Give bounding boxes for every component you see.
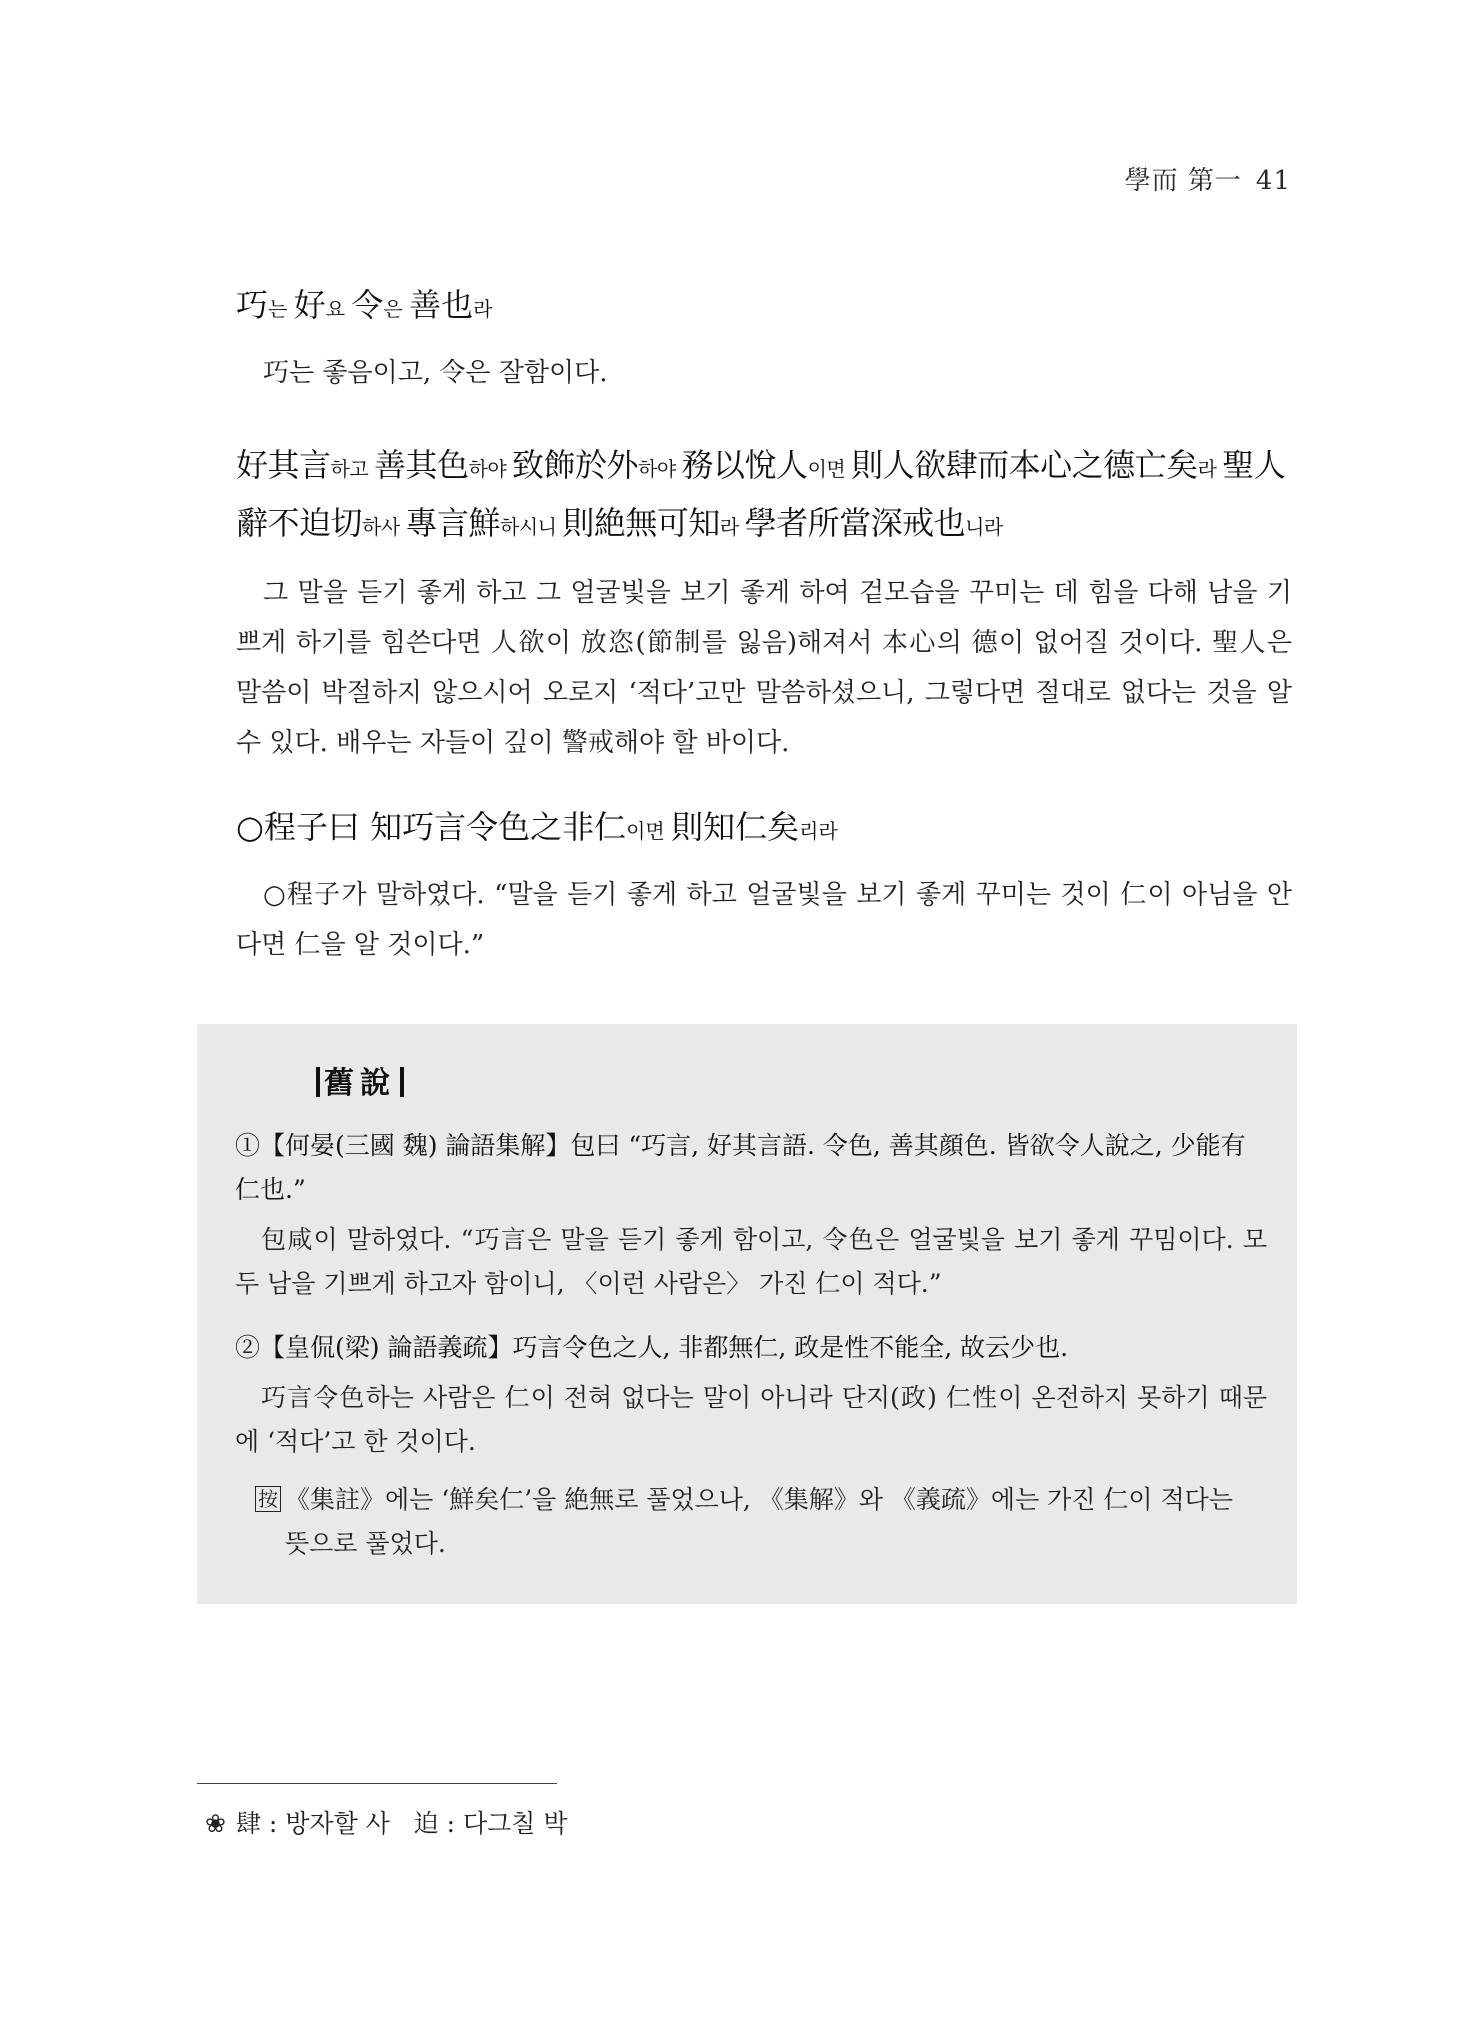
hanja-phrase: 善其色	[374, 446, 469, 484]
footnote-divider	[197, 1783, 557, 1784]
title-bar-right	[400, 1067, 404, 1097]
particle: 하야	[638, 457, 682, 481]
commentary-1-translation: 包咸이 말하였다. “巧言은 말을 듣기 좋게 함이고, 令色은 얼굴빛을 보기 좋게 꾸밈이다. 모두 남을 기쁘게 하고자 함이니, 〈이런 사람은〉 가진 仁이 적다.”	[235, 1225, 1267, 1298]
header-title: 學而 第一	[1124, 166, 1242, 196]
hanja-phrase: 令	[351, 286, 384, 324]
original-text-3	[236, 800, 1292, 858]
hanja-phrase: ○程子曰 知巧言令色之非仁	[236, 808, 627, 846]
original-text-2	[236, 438, 1292, 554]
hanja-phrase: 則知仁矣	[671, 808, 800, 846]
flower-icon: ❀	[205, 1809, 226, 1838]
particle: 하고	[330, 457, 375, 481]
commentary-1-original: ①【何晏(三國 魏) 論語集解】包曰 “巧言, 好其言語. 令色, 善其顔色. 皆欲令人說之, 少能有仁也.”	[235, 1131, 1246, 1204]
hanja-phrase: 則絶無可知	[562, 504, 720, 542]
old-commentary-box	[197, 1024, 1297, 1604]
particle: 이면	[626, 819, 672, 843]
hanja-phrase: 學者所當深戒也	[744, 504, 966, 542]
particle: 은	[383, 297, 410, 321]
box-title	[312, 1058, 408, 1102]
hanja-phrase: 務以悅人	[681, 446, 808, 484]
hanja-phrase: 巧	[236, 286, 269, 324]
hanja-phrase: 好其言	[236, 446, 331, 484]
section-1	[236, 278, 1292, 398]
hanja-phrase: 聖人	[1222, 446, 1286, 484]
page-number: 41	[1255, 166, 1291, 196]
hanja-phrase: 好	[293, 286, 326, 324]
particle: 니라	[965, 515, 1003, 539]
particle: 리라	[799, 819, 838, 843]
particle: 라	[473, 297, 493, 321]
commentary-2	[235, 1326, 1267, 1464]
translation-3: ○程子가 말하였다. “말을 듣기 좋게 하고 얼굴빛을 보기 좋게 꾸미는 것이 仁이 아님을 안다면 仁을 알 것이다.”	[236, 880, 1292, 960]
hanja-phrase: 辭不迫切	[236, 504, 363, 542]
hanja-phrase: 則人欲肆而本心之德亡矣	[851, 446, 1198, 484]
particle: 하사	[362, 515, 406, 539]
editor-note	[253, 1478, 1263, 1566]
particle: 라	[719, 515, 745, 539]
commentary-2-translation: 巧言令色하는 사람은 仁이 전혀 없다는 말이 아니라 단지(政) 仁性이 온전하지 못하기 때문에 ‘적다’고 한 것이다.	[235, 1383, 1267, 1456]
section-2	[236, 438, 1292, 768]
particle: 는	[268, 297, 294, 321]
particle: 라	[1197, 457, 1223, 481]
note-text: 《集註》에는 ‘鮮矣仁’을 絶無로 풀었으나, 《集解》와 《義疏》에는 가진 仁이 적다는 뜻으로 풀었다.	[285, 1485, 1233, 1558]
particle: 이면	[807, 457, 852, 481]
footnote-text: 肆 : 방자할 사 迫 : 다그칠 박	[235, 1809, 568, 1838]
hanja-phrase: 善也	[409, 286, 474, 324]
footnote	[205, 1804, 568, 1840]
title-bar-left	[316, 1067, 320, 1097]
original-text-1	[236, 278, 1292, 336]
box-title-text: 舊說	[324, 1066, 396, 1101]
section-3	[236, 800, 1292, 970]
commentary-2-original: ②【皇侃(梁) 論語義疏】巧言令色之人, 非都無仁, 政是性不能全, 故云少也.	[235, 1333, 1069, 1362]
note-text-block	[253, 1478, 1263, 1566]
note-mark: 按	[255, 1486, 281, 1512]
commentary-1	[235, 1124, 1267, 1306]
running-header	[1125, 160, 1291, 197]
particle: 하야	[468, 457, 513, 481]
particle: 하시니	[500, 515, 563, 539]
translation-2: 그 말을 듣기 좋게 하고 그 얼굴빛을 보기 좋게 하여 겉모습을 꾸미는 데 힘을 다해 남을 기쁘게 하기를 힘쓴다면 人欲이 放恣(節制를 잃음)해져서 本心의 德이 없어질 것이다. 聖人은 말씀이 박절하지 않으시어 오로지 ‘적다’고만 말씀하셨으니, 그렇다면 절대로 없다는 것을 알 수 있다. 배우는 자들이 깊이 警戒해야 할 바이다.	[236, 578, 1292, 758]
particle: 요	[325, 297, 352, 321]
hanja-phrase: 致飾於外	[512, 446, 639, 484]
translation-1: 巧는 좋음이고, 令은 잘함이다.	[263, 358, 608, 388]
hanja-phrase: 專言鮮	[405, 504, 501, 542]
